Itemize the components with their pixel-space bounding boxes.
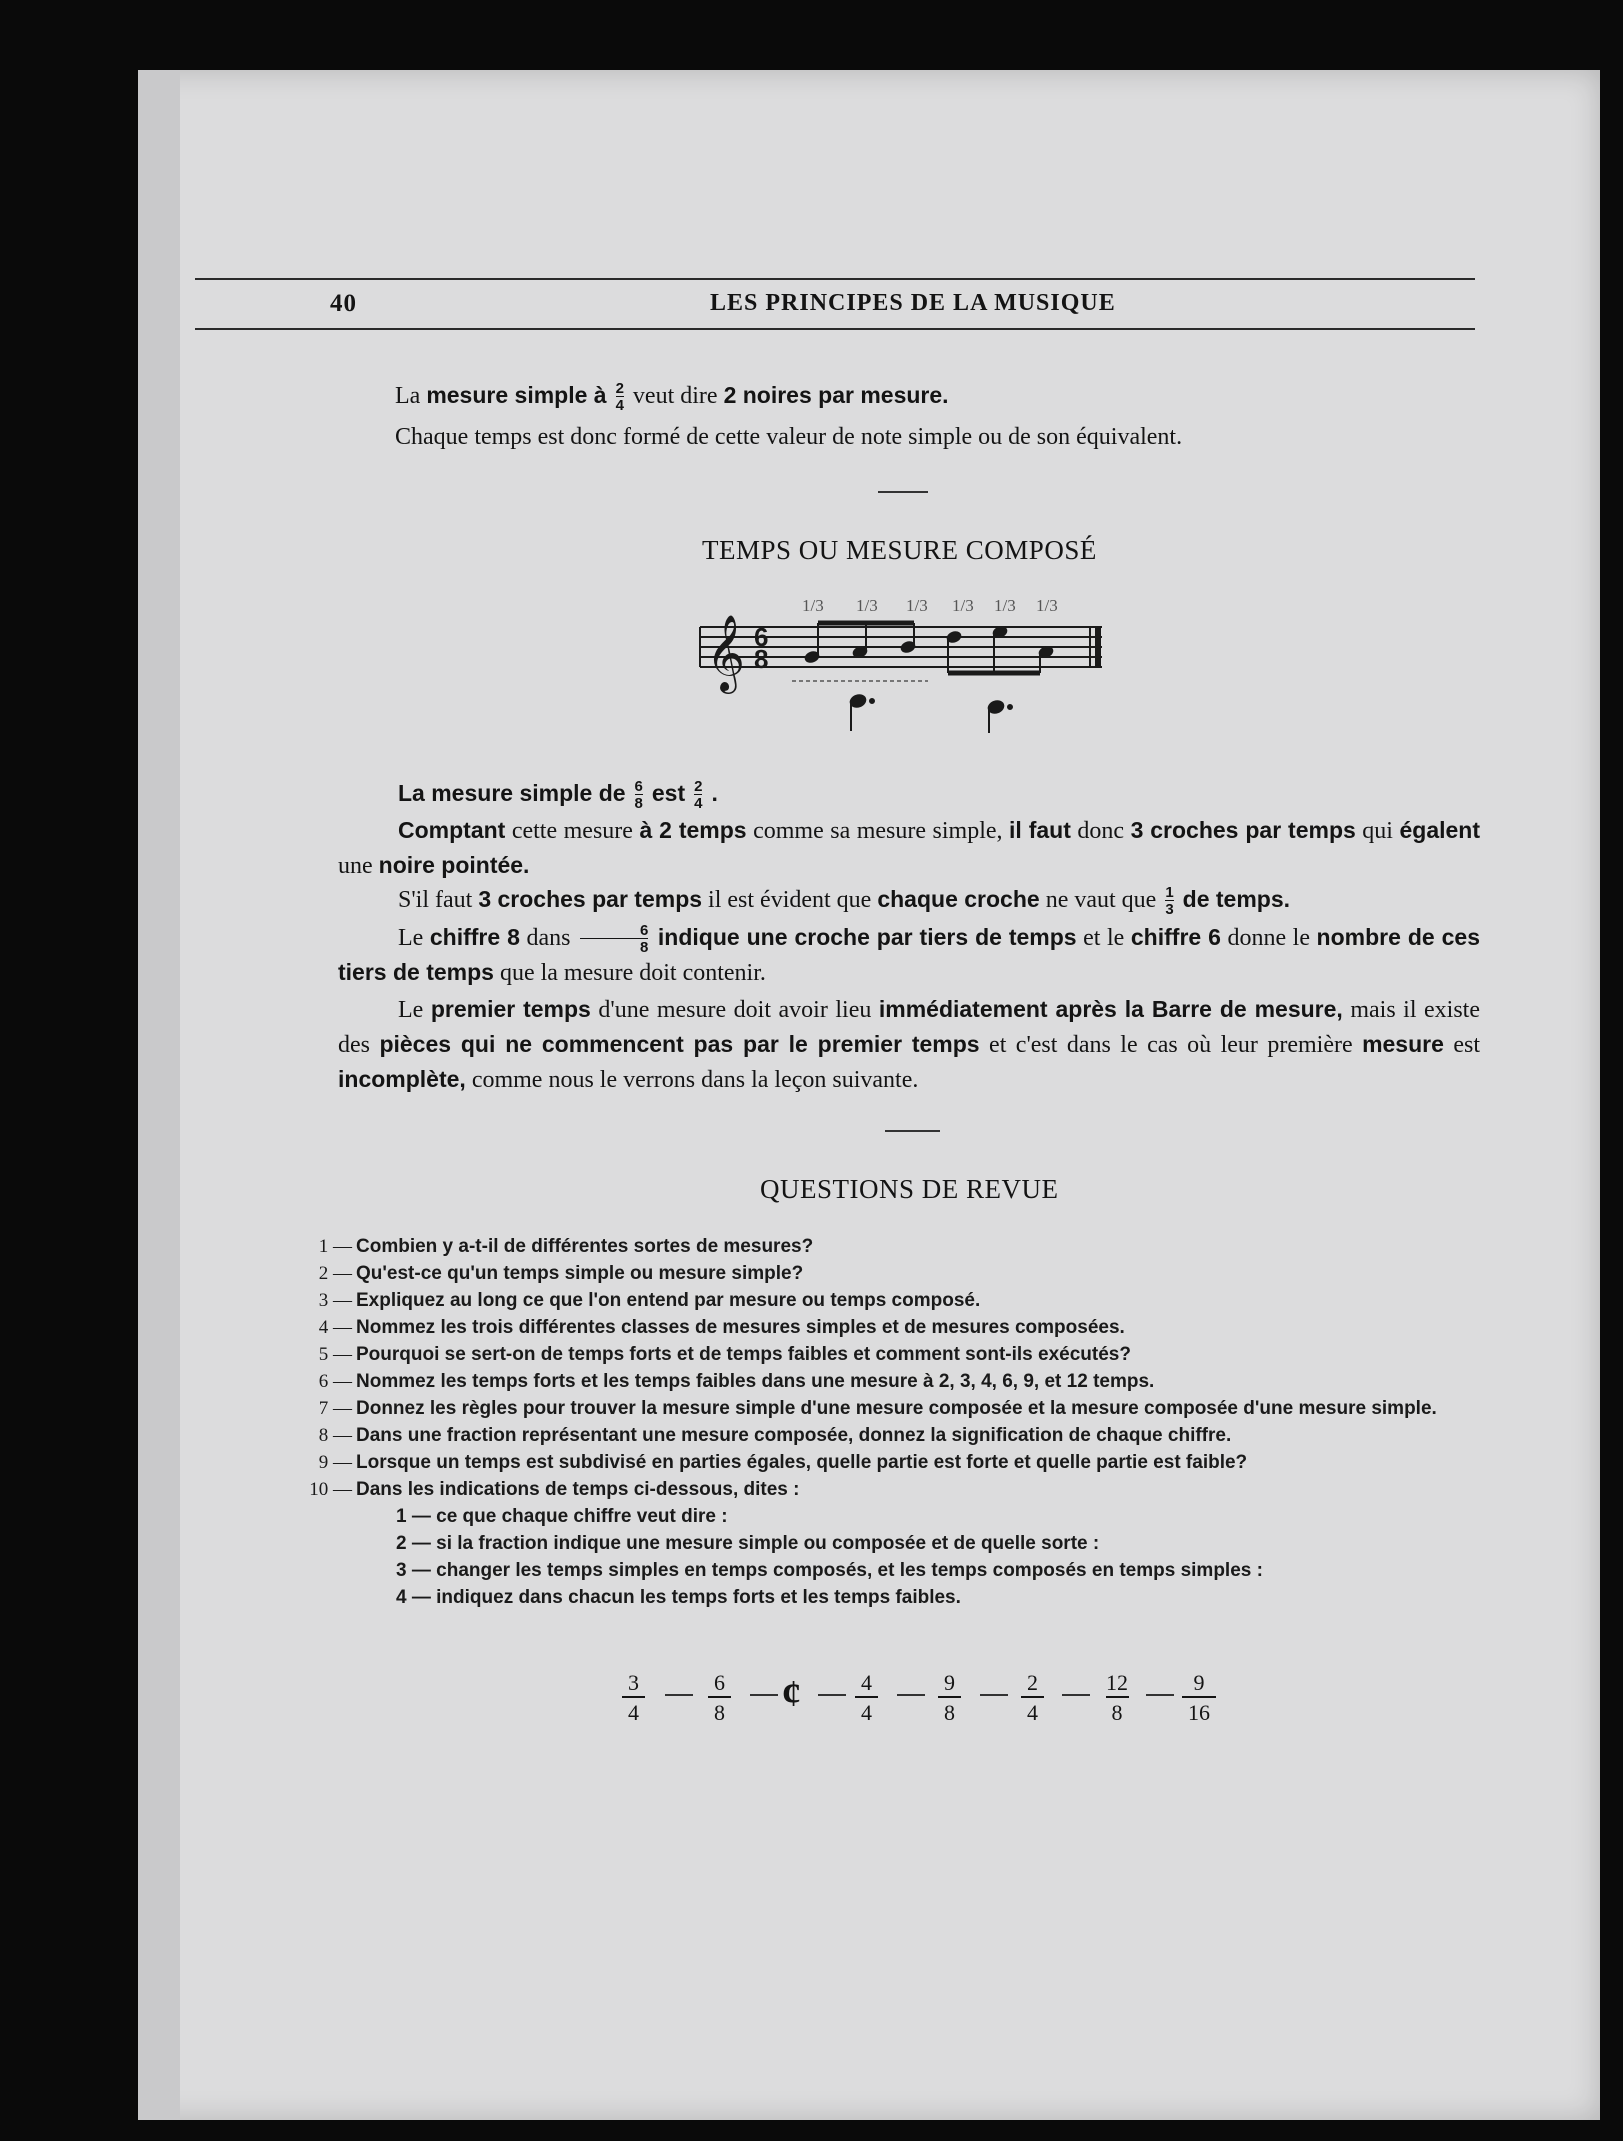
question-item: 4 — Nommez les trois différentes classes de mesures simples et de mesures composées.	[318, 1317, 1125, 1338]
fraction-2-4: $\frac{2}{4}$	[615, 380, 624, 415]
time-signature-12-8: 12 8	[1106, 1670, 1128, 1725]
separator-dash	[980, 1694, 1008, 1696]
separator-dash	[665, 1694, 693, 1696]
header-rule-top	[195, 278, 1475, 280]
header-rule-bottom	[195, 328, 1475, 330]
intro-line-2: Chaque temps est donc formé de cette valeur de note simple ou de son équivalent.	[395, 424, 1183, 450]
sub-item: 3 — changer les temps simples en temps composés, et les temps composés en temps simples :	[396, 1560, 1263, 1581]
section-title: TEMPS OU MESURE COMPOSÉ	[702, 535, 1097, 565]
running-title: LES PRINCIPES DE LA MUSIQUE	[710, 290, 1116, 316]
question-item: 3 — Expliquez au long ce que l'on entend par mesure ou temps composé.	[318, 1290, 981, 1311]
explanation-p4: Le chiffre 8 dans $\frac{6}{8}$ indique une croche par tiers de temps et le chiffre 6 donne le nombre de ces tiers de temps que la mesure doit contenir.	[338, 922, 1480, 987]
fraction-labels	[802, 596, 1058, 615]
question-item: 6 — Nommez les temps forts et les temps faibles dans une mesure à 2, 3, 4, 6, 9, et 12 temps.	[318, 1371, 1155, 1392]
sub-item: 4 — indiquez dans chacun les temps forts et les temps faibles.	[396, 1587, 961, 1608]
question-subitems	[290, 1503, 1490, 1611]
treble-clef-icon: 𝄞	[706, 614, 746, 691]
separator-dash	[897, 1694, 925, 1696]
svg-text:6: 6	[754, 622, 769, 652]
time-signature-9-8: 9 8	[938, 1670, 961, 1726]
separator-dash	[750, 1694, 778, 1696]
page-number: 40	[330, 290, 357, 317]
explanation-p5: Le premier temps d'une mesure doit avoir lieu immédiatement après la Barre de mesure, mais il existe des pièces qui ne commencent pas par le premier temps et c'est dans le cas où leur première mesure est incomplète, comme nous le verrons dans la leçon suivante.	[338, 996, 1480, 1093]
separator-dash	[818, 1694, 846, 1696]
question-item: 8 — Dans une fraction représentant une mesure composée, donnez la signification de chaque chiffre.	[318, 1425, 1232, 1446]
dotted-quarter-note-icon	[986, 699, 1012, 733]
staff-illustration	[690, 585, 1120, 735]
review-divider	[885, 1130, 940, 1132]
question-item: 5 — Pourquoi se sert-on de temps forts et de temps faibles et comment sont-ils exécutés?	[318, 1344, 1131, 1365]
separator-dash	[1062, 1694, 1090, 1696]
time-signature-9-16: 9 16	[1182, 1670, 1216, 1726]
explanation-p2: Comptant cette mesure à 2 temps comme sa mesure simple, il faut donc 3 croches par temps qui égalent une noire pointée.	[338, 817, 1481, 879]
question-item: 10 — Dans les indications de temps ci-dessous, dites :	[309, 1479, 800, 1500]
cut-time-symbol: ¢	[782, 1673, 801, 1715]
review-questions	[290, 1233, 1490, 1611]
notes-group-2	[946, 625, 1055, 673]
question-item: 2 — Qu'est-ce qu'un temps simple ou mesure simple?	[318, 1263, 804, 1284]
time-signature-4-4: 4 4	[855, 1670, 878, 1726]
time-signature-6-8: 6 8	[708, 1670, 731, 1726]
review-title: QUESTIONS DE REVUE	[760, 1174, 1059, 1204]
fraction-label: 1/3	[1036, 596, 1058, 615]
separator-dash	[1146, 1694, 1174, 1696]
time-signature-3-4: 3 4	[622, 1670, 645, 1726]
fraction-label: 1/3	[906, 596, 928, 615]
explanation-p1: La mesure simple de $\frac{6}{8}$ est $\frac{2}{4}$ .	[398, 778, 718, 813]
fraction-label: 1/3	[994, 596, 1016, 615]
page-edge-shadow	[138, 70, 180, 2120]
sub-item: 1 — ce que chaque chiffre veut dire :	[396, 1506, 728, 1527]
time-signature-2-4: 2 4	[1021, 1670, 1044, 1726]
question-item: 7 — Donnez les règles pour trouver la mesure simple d'une mesure composée et la mesure composée d'une mesure simple.	[318, 1398, 1437, 1419]
question-item: 9 — Lorsque un temps est subdivisé en parties égales, quelle partie est forte et quelle partie est faible?	[318, 1452, 1248, 1473]
section-divider	[878, 491, 928, 493]
time-signature	[754, 622, 768, 674]
fraction-label: 1/3	[802, 596, 824, 615]
dotted-quarter-note-icon	[848, 693, 874, 731]
fraction-label: 1/3	[952, 596, 974, 615]
explanation-p3: S'il faut 3 croches par temps il est évident que chaque croche ne vaut que $\frac{1}{3}$ de temps.	[398, 884, 1291, 919]
sub-item: 2 — si la fraction indique une mesure simple ou composée et de quelle sorte :	[396, 1533, 1100, 1554]
intro-line-1: La mesure simple à $\frac{2}{4}$ veut dire 2 noires par mesure.	[395, 380, 949, 415]
fraction-label: 1/3	[856, 596, 878, 615]
svg-text:8: 8	[754, 644, 769, 674]
question-item: 1 — Combien y a-t-il de différentes sortes de mesures?	[318, 1236, 814, 1257]
